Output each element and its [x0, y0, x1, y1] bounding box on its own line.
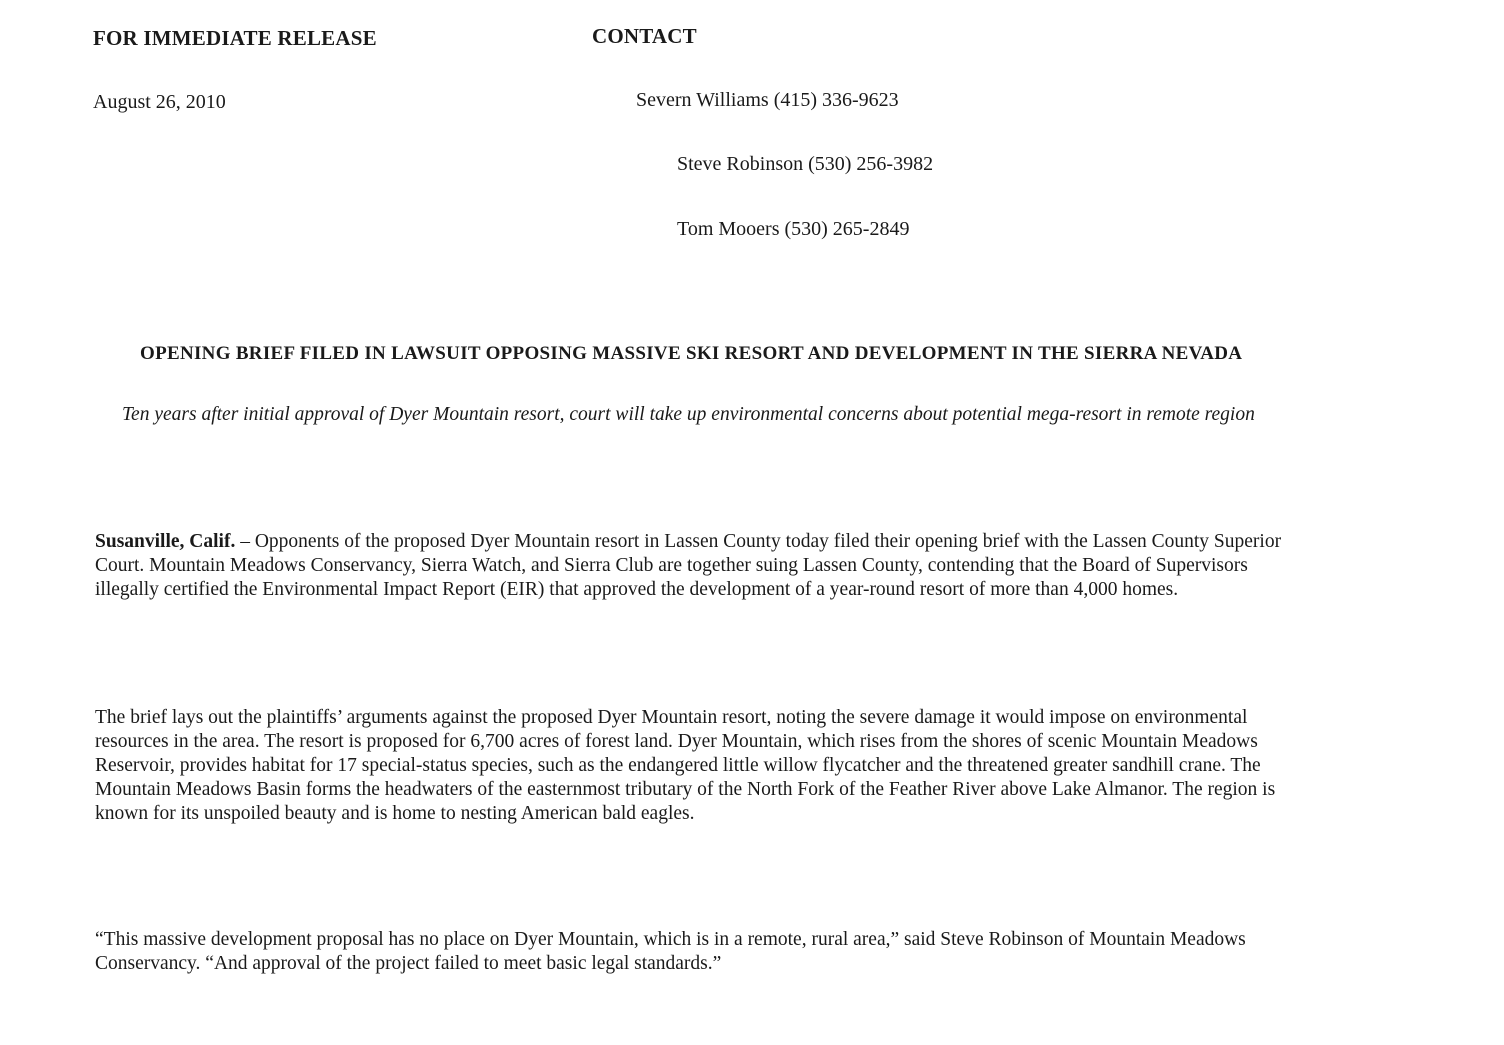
paragraph-2-line-5: known for its unspoiled beauty and is home to nesting American bald eagles. — [95, 803, 695, 824]
headline: OPENING BRIEF FILED IN LAWSUIT OPPOSING MASSIVE SKI RESORT AND DEVELOPMENT IN THE SIERRA NEVADA — [140, 343, 1243, 364]
paragraph-3 — [95, 928, 1246, 976]
paragraph-1-line-1 — [95, 530, 1281, 554]
paragraph-3-line-2: Conservancy. “And approval of the project failed to meet basic legal standards.” — [95, 953, 722, 974]
contact-label: CONTACT — [592, 24, 697, 48]
paragraph-1-line-2: Court. Mountain Meadows Conservancy, Sierra Watch, and Sierra Club are together suing Lassen County, contending that the Board of Supervisors — [95, 555, 1248, 576]
paragraph-1-line-3: illegally certified the Environmental Impact Report (EIR) that approved the development of a year-round resort of more than 4,000 homes. — [95, 579, 1179, 600]
release-label: FOR IMMEDIATE RELEASE — [93, 26, 377, 50]
subheadline: Ten years after initial approval of Dyer Mountain resort, court will take up environmental concerns about potential mega-resort in remote region — [122, 404, 1255, 425]
paragraph-2-line-3: Reservoir, provides habitat for 17 special-status species, such as the endangered little willow flycatcher and the threatened greater sandhill crane. The — [95, 755, 1261, 776]
paragraph-2-line-4: Mountain Meadows Basin forms the headwaters of the easternmost tributary of the North Fork of the Feather River above Lake Almanor. The region is — [95, 779, 1276, 800]
contact-line-1: Severn Williams (415) 336-9623 — [636, 89, 899, 111]
paragraph-2-line-1: The brief lays out the plaintiffs’ arguments against the proposed Dyer Mountain resort, noting the severe damage it would impose on environmental — [95, 707, 1248, 728]
paragraph-1-line-1-text: – Opponents of the proposed Dyer Mountain resort in Lassen County today filed their opening brief with the Lassen County Superior — [235, 531, 1282, 552]
contact-line-2: Steve Robinson (530) 256-3982 — [677, 153, 934, 175]
dateline: Susanville, Calif. — [95, 531, 236, 552]
paragraph-3-line-1: “This massive development proposal has no place on Dyer Mountain, which is in a remote, rural area,” said Steve Robinson of Mountain Meadows — [95, 929, 1246, 950]
release-date: August 26, 2010 — [93, 91, 226, 113]
paragraph-1 — [95, 530, 1281, 602]
paragraph-2 — [95, 706, 1275, 826]
contact-line-3: Tom Mooers (530) 265-2849 — [677, 218, 910, 240]
paragraph-2-line-2: resources in the area. The resort is proposed for 6,700 acres of forest land. Dyer Mountain, which rises from the shores of scenic Mountain Meadows — [95, 731, 1258, 752]
